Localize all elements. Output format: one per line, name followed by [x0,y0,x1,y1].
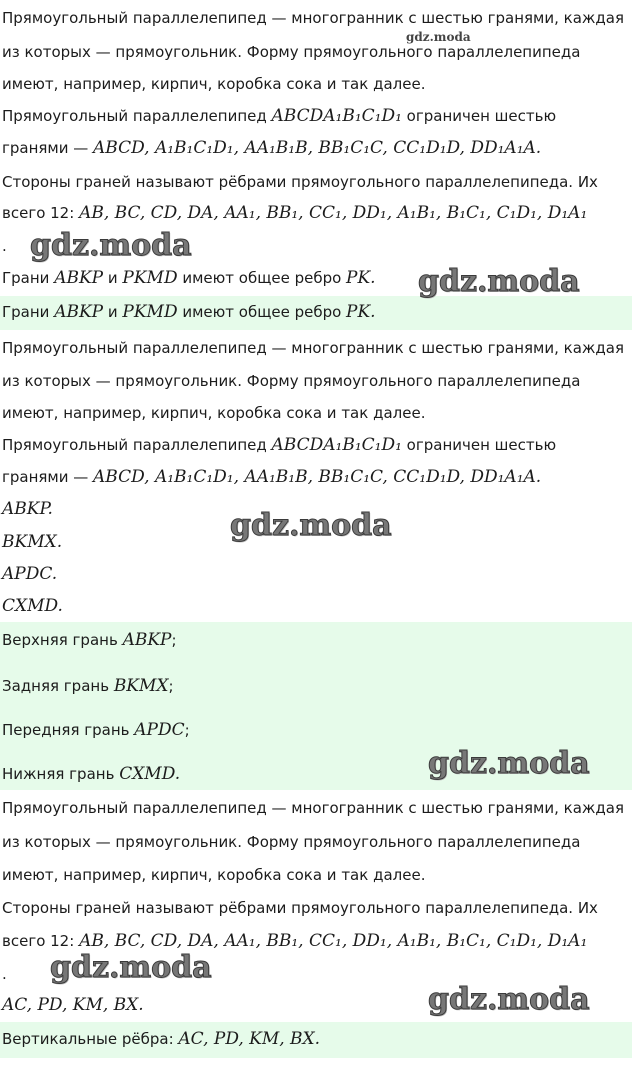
paragraph-line [2,203,587,223]
paragraph-line: имеют, например, кирпич, коробка сока и так далее. [2,75,426,93]
math: CXMD. [119,764,181,784]
edges-list: AC, PD, KM, BX. [2,995,144,1015]
text: имеют общее ребро [177,303,347,321]
text: и [103,303,123,321]
math: ABCD, A₁B₁C₁D₁, AA₁B₁B, BB₁C₁C, CC₁D₁D, DD₁A₁A. [93,467,542,487]
text: и [103,269,123,287]
watermark: gdz.moda [428,746,590,781]
text: Нижняя грань [2,765,120,783]
math: AB, BC, CD, DA, AA₁, BB₁, CC₁, DD₁, A₁B₁, B₁C₁, C₁D₁, D₁A₁ [79,203,588,223]
watermark: gdz.moda [30,228,192,263]
text: Вертикальные рёбра: [2,1030,179,1048]
watermark: gdz.moda [406,30,471,44]
answer-line [2,1029,320,1049]
face-label: BKMX. [2,532,63,552]
math: PKMD [122,268,178,288]
math: ABKP [122,630,172,650]
paragraph-line: . [2,237,7,255]
face-label: ABKP. [2,499,53,519]
math: PK. [346,268,376,288]
math: ABCDA₁B₁C₁D₁ [271,106,402,126]
text: ; [168,677,174,695]
paragraph-line: из которых — прямоугольник. Форму прямоугольного параллелепипеда [2,372,581,390]
paragraph-line [2,138,541,158]
math: AC, PD, KM, BX. [178,1029,321,1049]
text: Прямоугольный параллелепипед [2,436,272,454]
paragraph-line [2,106,556,126]
math: ABKP [54,302,104,322]
text: всего 12: [2,932,80,950]
math: ABKP [54,268,104,288]
answer-line [2,676,174,696]
text: Верхняя грань [2,631,123,649]
face-label: APDC. [2,564,58,584]
math: AB, BC, CD, DA, AA₁, BB₁, CC₁, DD₁, A₁B₁, B₁C₁, C₁D₁, D₁A₁ [79,931,588,951]
paragraph-line: . [2,965,7,983]
math: ABCDA₁B₁C₁D₁ [271,435,402,455]
paragraph-line [2,268,376,288]
text: Передняя грань [2,721,135,739]
text: ограничен шестью [401,107,557,125]
watermark: gdz.moda [428,982,590,1017]
paragraph-line [2,467,541,487]
text: Грани [2,303,55,321]
math: PK. [346,302,376,322]
text: Прямоугольный параллелепипед [2,107,272,125]
text: гранями — [2,468,94,486]
paragraph-line: Стороны граней называют рёбрами прямоугольного параллелепипеда. Их [2,173,598,191]
paragraph-line [2,435,556,455]
paragraph-line: имеют, например, кирпич, коробка сока и так далее. [2,404,426,422]
text: всего 12: [2,204,80,222]
text: ; [171,631,177,649]
text: Задняя грань [2,677,114,695]
paragraph-line: имеют, например, кирпич, коробка сока и так далее. [2,866,426,884]
math: ABCD, A₁B₁C₁D₁, AA₁B₁B, BB₁C₁C, CC₁D₁D, DD₁A₁A. [93,138,542,158]
paragraph-line: из которых — прямоугольник. Форму прямоугольного параллелепипеда [2,833,581,851]
answer-line [2,630,177,650]
answer-line [2,720,190,740]
watermark: gdz.moda [418,264,580,299]
paragraph-line: Прямоугольный параллелепипед — многогранник с шестью гранями, каждая [2,339,624,357]
math: APDC [134,720,185,740]
text: имеют общее ребро [177,269,347,287]
watermark: gdz.moda [50,950,212,985]
paragraph-line: Прямоугольный параллелепипед — многогранник с шестью гранями, каждая [2,799,624,817]
paragraph-line [2,931,587,951]
math: BKMX [113,676,169,696]
answer-line [2,764,180,784]
paragraph-line: из которых — прямоугольник. Форму прямоугольного параллелепипеда [2,43,581,61]
watermark: gdz.moda [230,508,392,543]
answer-line [2,302,376,322]
math: PKMD [122,302,178,322]
paragraph-line: Прямоугольный параллелепипед — многогранник с шестью гранями, каждая [2,9,624,27]
paragraph-line: Стороны граней называют рёбрами прямоугольного параллелепипеда. Их [2,899,598,917]
text: гранями — [2,139,94,157]
text: ограничен шестью [401,436,557,454]
text: Грани [2,269,55,287]
face-label: CXMD. [2,596,63,616]
text: ; [184,721,190,739]
